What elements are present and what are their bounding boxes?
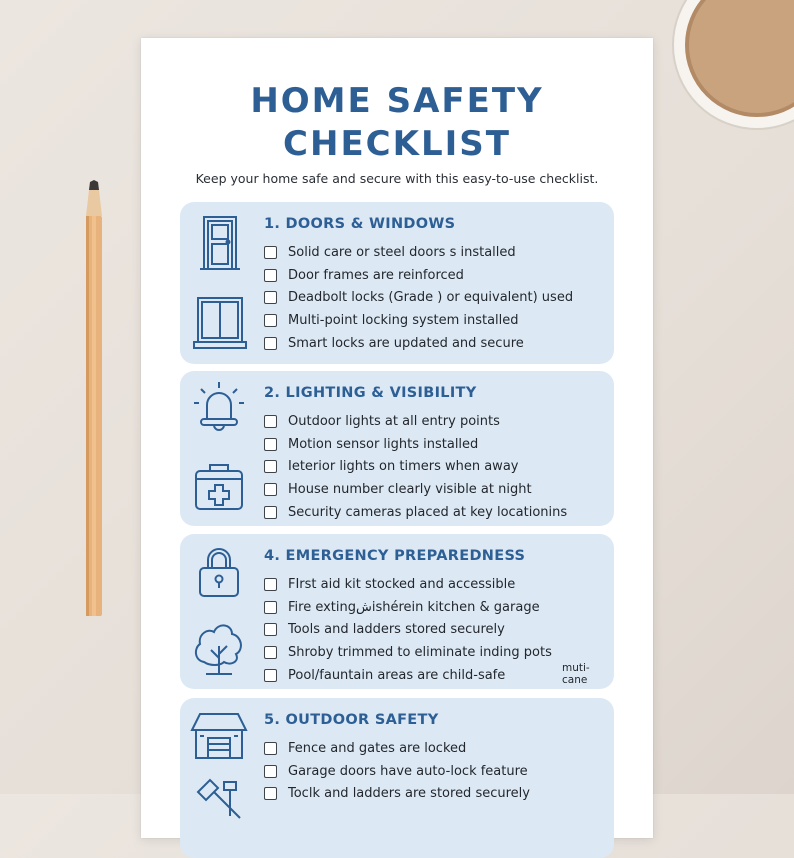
item-label: Multi-point locking system installed [288, 313, 519, 329]
side-note: muti-cane [562, 662, 590, 686]
list-item [264, 760, 530, 783]
list-item [264, 332, 573, 355]
title-line-2: CHECKLIST [283, 124, 511, 164]
list-item [264, 433, 567, 456]
list-item [264, 478, 567, 501]
item-label: Fire extingشishérein kitchen & garage [288, 599, 540, 615]
item-label: Ieterior lights on timers when away [288, 459, 519, 475]
checklist-paper [141, 38, 653, 838]
list-item [264, 241, 573, 264]
checkbox[interactable] [264, 601, 277, 614]
list-item [264, 309, 573, 332]
list-item [264, 664, 552, 687]
section-title: 1. DOORS & WINDOWS [264, 216, 456, 232]
item-label: Door frames are reinforced [288, 267, 464, 283]
window-icon [190, 294, 248, 352]
item-label: Smart locks are updated and secure [288, 336, 524, 352]
item-label: Pool/fauntain areas are child-safe [288, 668, 506, 684]
door-icon [190, 214, 248, 272]
list-item [264, 264, 573, 287]
padlock-icon [190, 542, 248, 600]
checkbox[interactable] [264, 483, 277, 496]
shrub-icon [190, 618, 248, 676]
item-label: Garage doors have auto-lock feature [288, 763, 528, 779]
checkbox[interactable] [264, 646, 277, 659]
section-emergency-preparedness [180, 534, 614, 689]
item-label: Fence and gates are locked [288, 740, 467, 756]
section-doors-windows [180, 202, 614, 364]
item-label: Deadbolt locks (Grade ) or equivalent) used [288, 290, 574, 306]
checkbox[interactable] [264, 291, 277, 304]
list-item [264, 737, 530, 760]
checkbox[interactable] [264, 460, 277, 473]
checkbox[interactable] [264, 337, 277, 350]
item-label: Security cameras placed at key locationins [288, 505, 568, 521]
checkbox[interactable] [264, 506, 277, 519]
subtitle: Keep your home safe and secure with this easy-to-use checklist. [195, 171, 599, 186]
list-item [264, 596, 552, 619]
bell-light-icon [190, 379, 248, 437]
section-title: 2. LIGHTING & VISIBILITY [264, 385, 477, 401]
coffee-cup-icon [672, 0, 794, 130]
checklist-items [264, 241, 573, 355]
page-title [141, 80, 653, 166]
list-item [264, 456, 567, 479]
checkbox[interactable] [264, 415, 277, 428]
item-label: FIrst aid kit stocked and accessible [288, 576, 516, 592]
checkbox[interactable] [264, 269, 277, 282]
checkbox[interactable] [264, 314, 277, 327]
item-label: House number clearly visible at night [288, 482, 532, 498]
checkbox[interactable] [264, 246, 277, 259]
checklist-items [264, 573, 552, 687]
item-label: Motion sensor lights installed [288, 436, 479, 452]
checklist-items [264, 410, 567, 524]
item-label: Shroby trimmed to eliminate inding pots [288, 645, 552, 661]
checkbox[interactable] [264, 669, 277, 682]
checkbox[interactable] [264, 765, 277, 778]
first-aid-kit-icon [190, 457, 248, 515]
pencil-icon [84, 180, 104, 620]
section-outdoor-safety [180, 698, 614, 858]
list-item [264, 287, 573, 310]
list-item [264, 501, 567, 524]
checkbox[interactable] [264, 438, 277, 451]
list-item [264, 410, 567, 433]
section-title: 4. EMERGENCY PREPAREDNESS [264, 548, 526, 564]
section-title: 5. OUTDOOR SAFETY [264, 712, 439, 728]
list-item [264, 573, 552, 596]
list-item [264, 641, 552, 664]
title-line-1: HOME SAFETY [250, 81, 544, 121]
checklist-items [264, 737, 530, 805]
checkbox[interactable] [264, 578, 277, 591]
checkbox[interactable] [264, 623, 277, 636]
checkbox[interactable] [264, 742, 277, 755]
item-label: Solid care or steel doors s installed [288, 244, 516, 260]
section-lighting-visibility [180, 371, 614, 526]
tools-icon [190, 772, 248, 830]
item-label: Toclk and ladders are stored securely [288, 786, 530, 802]
house-icon [190, 706, 248, 764]
item-label: Tools and ladders stored securely [288, 622, 505, 638]
item-label: Outdoor lights at all entry points [288, 413, 500, 429]
list-item [264, 619, 552, 642]
